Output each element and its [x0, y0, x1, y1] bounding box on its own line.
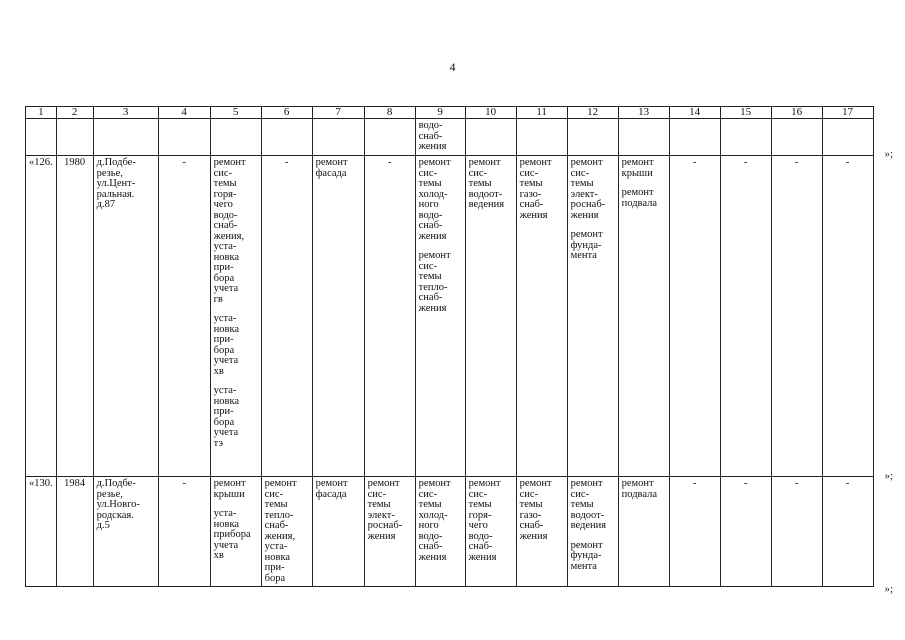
table-cell	[822, 477, 873, 587]
cell-text: ремонт сис- темы горя- чего водо- снаб- жения, уста- новка при- бора учета гв	[213, 157, 246, 305]
cell-text: ремонт фасада	[315, 157, 348, 179]
cell-text: ремонт фунда- мента	[570, 539, 603, 572]
table-cell	[312, 119, 364, 156]
column-number: 2	[56, 107, 93, 119]
cell-text: -	[794, 157, 799, 168]
cell-text: -	[182, 157, 186, 168]
table-cell	[720, 156, 771, 477]
table-cell	[26, 477, 57, 587]
table-cell	[415, 477, 465, 587]
table-cell	[93, 119, 158, 156]
cell-text: ремонт сис- темы холод- ного водо- снаб- жения	[418, 478, 451, 563]
cell-text: ремонт сис- темы холод- ного водо- снаб- жения	[418, 157, 451, 242]
table-cell	[669, 156, 720, 477]
table-cell	[364, 119, 415, 156]
column-number: 10	[465, 107, 516, 119]
cell-text: -	[794, 478, 799, 489]
column-number: 13	[618, 107, 669, 119]
page-number: 4	[449, 60, 456, 74]
table-cell	[720, 477, 771, 587]
cell-text: 1980	[64, 157, 86, 168]
table-cell	[312, 477, 364, 587]
cell-text: -	[743, 478, 748, 489]
cell-text: д.Подбе- резье, ул.Новго- родская. д.5	[96, 478, 140, 531]
column-number: 12	[567, 107, 618, 119]
table-row	[26, 119, 874, 156]
table-cell	[567, 156, 618, 477]
table-cell	[465, 119, 516, 156]
column-number: 17	[822, 107, 873, 119]
cell-text: -	[284, 157, 289, 168]
table-cell	[415, 119, 465, 156]
column-number: 15	[720, 107, 771, 119]
table-row	[26, 156, 874, 477]
table-cell	[822, 156, 873, 477]
table-cell	[26, 119, 57, 156]
cell-text: ремонт сис- темы газо- снаб- жения	[519, 157, 552, 221]
table-cell	[465, 477, 516, 587]
table-cell	[771, 119, 822, 156]
table-cell	[364, 156, 415, 477]
cell-text: ремонт сис- темы тепло- снаб- жения	[418, 250, 451, 314]
column-number: 16	[771, 107, 822, 119]
repair-schedule-table	[25, 106, 874, 587]
column-number: 9	[415, 107, 465, 119]
cell-text: -	[692, 157, 697, 168]
cell-text: -	[182, 478, 186, 489]
table-cell	[822, 119, 873, 156]
cell-text: ремонт фасада	[315, 478, 348, 500]
cell-text: ремонт сис- темы водоот- ведения	[468, 157, 505, 210]
table-cell	[56, 477, 93, 587]
cell-text: «126.	[29, 157, 53, 168]
cell-text: ремонт сис- темы элект- роснаб- жения	[570, 157, 606, 221]
table-cell	[26, 156, 57, 477]
cell-text: д.Подбе- резье, ул.Цент- ральная. д.87	[96, 157, 136, 210]
table-cell	[771, 156, 822, 477]
table-cell	[210, 119, 261, 156]
cell-text: ремонт подвала	[621, 187, 658, 209]
cell-text: -	[387, 157, 392, 168]
table-cell	[618, 156, 669, 477]
table-cell	[516, 477, 567, 587]
table-cell	[210, 156, 261, 477]
column-number: 3	[93, 107, 158, 119]
table-cell	[261, 477, 312, 587]
table-cell	[93, 477, 158, 587]
cell-text: ремонт сис- темы газо- снаб- жения	[519, 478, 552, 542]
column-number: 11	[516, 107, 567, 119]
row-close-mark: »;	[884, 583, 893, 595]
cell-text: уста- новка при- бора учета хв	[213, 313, 240, 377]
column-number: 1	[26, 107, 57, 119]
cell-text: -	[845, 157, 850, 168]
table-cell	[415, 156, 465, 477]
table-cell	[312, 156, 364, 477]
cell-text: «130.	[29, 478, 53, 489]
row-close-mark: »;	[884, 470, 893, 482]
table-cell	[158, 477, 210, 587]
table-cell	[516, 119, 567, 156]
table-cell	[93, 156, 158, 477]
table-cell	[261, 119, 312, 156]
table-cell	[618, 119, 669, 156]
table-cell	[158, 119, 210, 156]
cell-text: ремонт крыши	[213, 478, 246, 500]
cell-text: ремонт сис- темы элект- роснаб- жения	[367, 478, 403, 542]
cell-text: ремонт фунда- мента	[570, 229, 603, 261]
column-number: 14	[669, 107, 720, 119]
column-number: 4	[158, 107, 210, 119]
cell-text: ремонт сис- темы горя- чего водо- снаб- жения	[468, 478, 501, 563]
table-cell	[669, 477, 720, 587]
table-cell	[56, 156, 93, 477]
table-cell	[210, 477, 261, 587]
table-cell	[261, 156, 312, 477]
table-cell	[618, 477, 669, 587]
table-cell	[720, 119, 771, 156]
column-number: 6	[261, 107, 312, 119]
table-cell	[516, 156, 567, 477]
cell-text: уста- новка прибора учета хв	[213, 508, 251, 561]
table-cell	[567, 119, 618, 156]
cell-text: -	[743, 157, 748, 168]
cell-text: ремонт подвала	[621, 478, 658, 500]
column-number-row	[26, 107, 874, 119]
table-cell	[364, 477, 415, 587]
table-cell	[158, 156, 210, 477]
cell-text: уста- новка при- бора учета тэ	[213, 385, 240, 449]
table-row	[26, 477, 874, 587]
cell-text: 1984	[64, 478, 86, 489]
column-number: 5	[210, 107, 261, 119]
row-close-mark: »;	[884, 148, 893, 160]
cell-text: ремонт сис- темы тепло- снаб- жения, уста- новка при- бора	[264, 478, 297, 584]
cell-text: -	[845, 478, 850, 489]
table-cell	[465, 156, 516, 477]
table-cell	[567, 477, 618, 587]
cell-text: ремонт крыши	[621, 157, 654, 179]
table-cell	[669, 119, 720, 156]
table-body	[26, 107, 874, 587]
cell-text: ремонт сис- темы водоот- ведения	[570, 478, 607, 531]
column-number: 8	[364, 107, 415, 119]
column-number: 7	[312, 107, 364, 119]
cell-text: -	[692, 478, 697, 489]
table-cell	[56, 119, 93, 156]
table-cell	[771, 477, 822, 587]
cell-text: водо- снаб- жения	[418, 120, 447, 152]
